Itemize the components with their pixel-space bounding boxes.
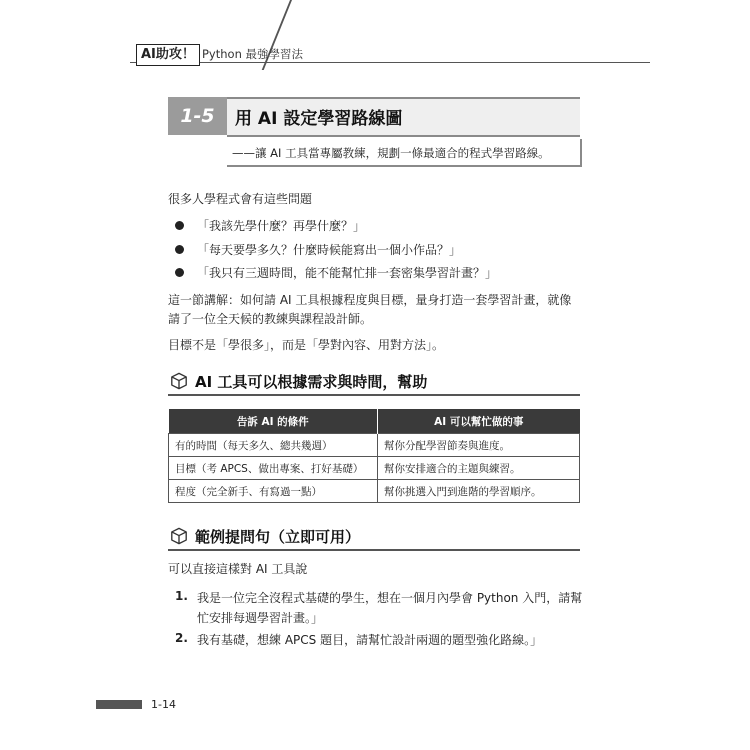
cube-icon (170, 372, 188, 390)
table-cell: 有的時間（每天多久、總共幾週） (169, 434, 378, 457)
intro-text: 很多人學程式會有這些問題 (168, 192, 313, 206)
section-heading: AI 工具可以根據需求與時間，幫助 (195, 373, 428, 391)
example-prompt-line: 忙安排每週學習計畫。」 (197, 611, 324, 625)
bullet-dot-icon (175, 245, 184, 254)
bullet-item-3: 「我只有三週時間，能不能幫忙排一套密集學習計畫？」 (197, 266, 498, 280)
paragraph-goal: 目標不是「學很多」，而是「學對內容、用對方法」。 (168, 338, 445, 352)
table-header-cell: 告訴 AI 的條件 (169, 409, 378, 434)
table-header-row (169, 409, 580, 434)
bullet-dot-icon (175, 268, 184, 277)
table-cell: 目標（考 APCS、做出專案、打好基礎） (169, 457, 378, 480)
table-row (169, 434, 580, 457)
table-row (169, 457, 580, 480)
table-cell: 幫你分配學習節奏與進度。 (378, 434, 580, 457)
cube-icon (170, 527, 188, 545)
heading-rule (168, 394, 580, 396)
bullet-item-1: 「我該先學什麼？再學什麼？」 (197, 219, 366, 233)
book-subtitle: Python 最強學習法 (202, 47, 304, 61)
paragraph-line: 這一節講解：如何請 AI 工具根據程度與目標，量身打造一套學習計畫，就像 (168, 293, 572, 307)
conditions-table (168, 409, 580, 503)
table-header-cell: AI 可以幫忙做的事 (378, 409, 580, 434)
bullet-item-2: 「每天要學多久？什麼時候能寫出一個小作品？」 (197, 243, 462, 257)
table-row (169, 480, 580, 503)
bullet-dot-icon (175, 221, 184, 230)
example-prompt-line: 我是一位完全沒程式基礎的學生，想在一個月內學會 Python 入門，請幫 (197, 591, 583, 605)
section-subtitle: ——讓 AI 工具當專屬教練，規劃一條最適合的程式學習路線。 (232, 146, 550, 160)
heading-rule (168, 549, 580, 551)
section-heading: 範例提問句（立即可用） (195, 528, 361, 546)
prompt-intro: 可以直接這樣對 AI 工具說 (168, 562, 308, 576)
page-number: 1-14 (151, 698, 176, 711)
footer-bar (96, 700, 142, 709)
table-cell: 幫你安排適合的主題與練習。 (378, 457, 580, 480)
table-cell: 幫你挑選入門到進階的學習順序。 (378, 480, 580, 503)
example-prompt-line: 我有基礎，想練 APCS 題目，請幫忙設計兩週的題型強化路線。」 (197, 633, 543, 647)
table-cell: 程度（完全新手、有寫過一點） (169, 480, 378, 503)
list-number: 1. (175, 589, 188, 603)
header-rule (130, 62, 650, 63)
section-title: 用 AI 設定學習路線圖 (235, 109, 403, 129)
book-badge: AI助攻！ (136, 44, 200, 66)
section-number: 1-5 (168, 97, 227, 135)
list-number: 2. (175, 631, 188, 645)
paragraph-line: 請了一位全天候的教練與課程設計師。 (168, 312, 373, 326)
